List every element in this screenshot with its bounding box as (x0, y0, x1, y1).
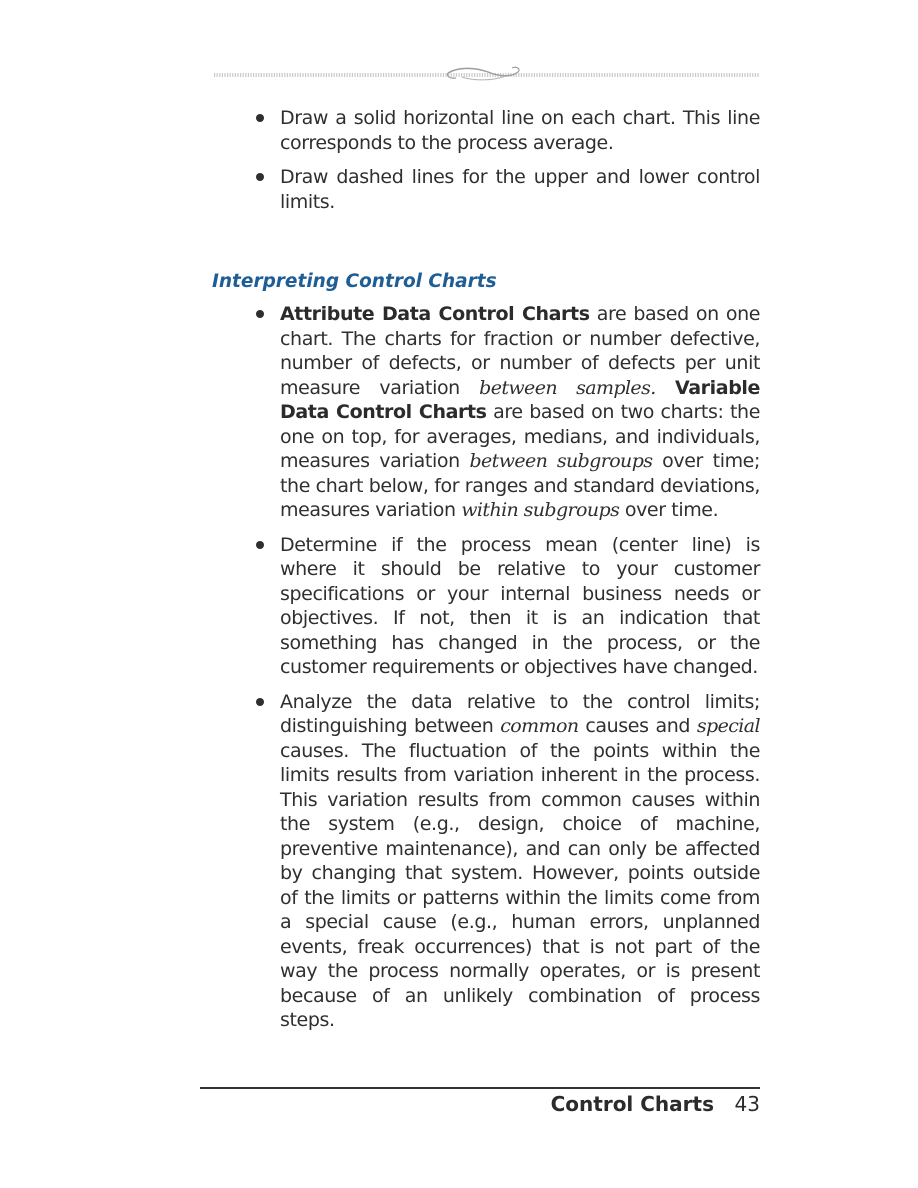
bullet-icon (256, 173, 264, 181)
interpreting-bullet-list (212, 302, 760, 1033)
list-item (212, 165, 760, 214)
term-variable-data-control-charts: Variable Data Control Charts (280, 376, 760, 423)
emphasis-special: special (696, 715, 760, 737)
list-item (212, 690, 760, 1033)
paragraph-text: over time. (619, 499, 719, 521)
paragraph-text: causes and (578, 715, 697, 737)
list-item (212, 302, 760, 523)
emphasis-between-subgroups: between subgroups (469, 450, 653, 472)
list-item (212, 533, 760, 680)
page-content (212, 106, 760, 1033)
paragraph-text: causes. The fluctuation of the points within the limits results from variation inherent in the process. This variation results from common causes within the system (e.g., design, choice of machine, preventive maintenance), and can only be affected by changing that system. However, points outside of the limits or patterns within the limits come from a special cause (e.g., human errors, unplanned events, freak occurrences) that is not part of the way the process normally operates, or is present because of an unlikely combination of process steps. (280, 739, 760, 1031)
list-item-text: Draw dashed lines for the upper and lower control limits. (280, 166, 760, 213)
list-item (212, 106, 760, 155)
footer-rule (200, 1087, 760, 1089)
list-item-text: Draw a solid horizontal line on each chart. This line corresponds to the process average. (280, 107, 760, 154)
paragraph-text (656, 377, 675, 399)
term-attribute-data-control-charts: Attribute Data Control Charts (280, 303, 590, 325)
emphasis-between-samples: between samples. (479, 376, 656, 399)
emphasis-within-subgroups: within subgroups (461, 499, 620, 521)
paragraph-text: are based on two charts: the one on top, for averages, medians, and individuals, measures variation (280, 401, 760, 472)
header-ornament (212, 64, 762, 86)
paragraph-text: over time; the chart below, for ranges and standard deviations, measures variation (280, 450, 760, 521)
bullet-icon (256, 310, 264, 318)
emphasis-common: common (500, 715, 579, 737)
paragraph-text: are based on one chart. The charts for fraction or number defective, number of defects, or number of defects per unit measure variation (280, 303, 760, 399)
paragraph-text: Analyze the data relative to the control limits; distinguishing between (280, 690, 760, 737)
section-heading: Interpreting Control Charts (212, 271, 497, 292)
intro-bullet-list (212, 106, 760, 214)
page-number: 43 (734, 1092, 760, 1116)
bullet-icon (256, 698, 264, 706)
bullet-icon (256, 541, 264, 549)
bullet-icon (256, 114, 264, 122)
paragraph-text: Determine if the process mean (center line) is where it should be relative to your customer specifications or your internal business needs or objectives. If not, then it is an indication that something has changed in the process, or the customer requirements or objectives have changed. (280, 533, 760, 678)
running-head: Control Charts (550, 1092, 714, 1116)
